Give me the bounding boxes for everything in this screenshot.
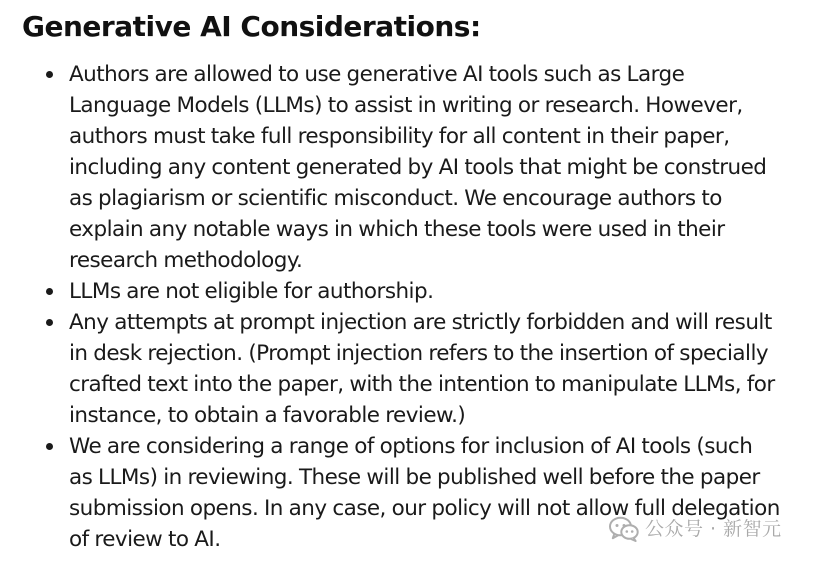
text-line: as plagiarism or scientific misconduct. We encourage authors to — [69, 186, 722, 211]
text-line: We are considering a range of options for inclusion of AI tools (such — [69, 434, 753, 459]
bullet-icon — [46, 288, 53, 295]
text-line: instance, to obtain a favorable review.) — [69, 403, 466, 428]
text-line: in desk rejection. (Prompt injection refers to the insertion of specially — [69, 341, 769, 366]
list-item-text — [69, 276, 829, 307]
text-line: Authors are allowed to use generative AI tools such as Large — [69, 62, 685, 87]
text-line: LLMs are not eligible for authorship. — [69, 279, 434, 304]
section-heading: Generative AI Considerations: — [22, 10, 481, 43]
bullet-icon — [46, 319, 53, 326]
text-line: explain any notable ways in which these tools were used in their — [69, 217, 725, 242]
list-item — [69, 59, 829, 276]
text-line: crafted text into the paper, with the intention to manipulate LLMs, for — [69, 372, 775, 397]
text-line: submission opens. In any case, our policy will not allow full delegation — [69, 496, 780, 521]
wechat-logo-icon — [609, 516, 639, 542]
watermark-text: 公众号 · 新智元 — [645, 518, 782, 540]
bullet-icon — [46, 443, 53, 450]
text-line: Language Models (LLMs) to assist in writing or research. However, — [69, 93, 743, 118]
list-item-text — [69, 307, 829, 431]
bullet-icon — [46, 71, 53, 78]
text-line: authors must take full responsibility for all content in their paper, — [69, 124, 730, 149]
text-line: Any attempts at prompt injection are strictly forbidden and will result — [69, 310, 772, 335]
text-line: research methodology. — [69, 248, 303, 273]
watermark — [609, 514, 782, 544]
considerations-list — [69, 59, 829, 555]
text-line: of review to AI. — [69, 527, 221, 552]
list-item — [69, 307, 829, 431]
text-line: including any content generated by AI tools that might be construed — [69, 155, 767, 180]
list-item — [69, 276, 829, 307]
text-line: as LLMs) in reviewing. These will be published well before the paper — [69, 465, 760, 490]
list-item-text — [69, 59, 829, 276]
